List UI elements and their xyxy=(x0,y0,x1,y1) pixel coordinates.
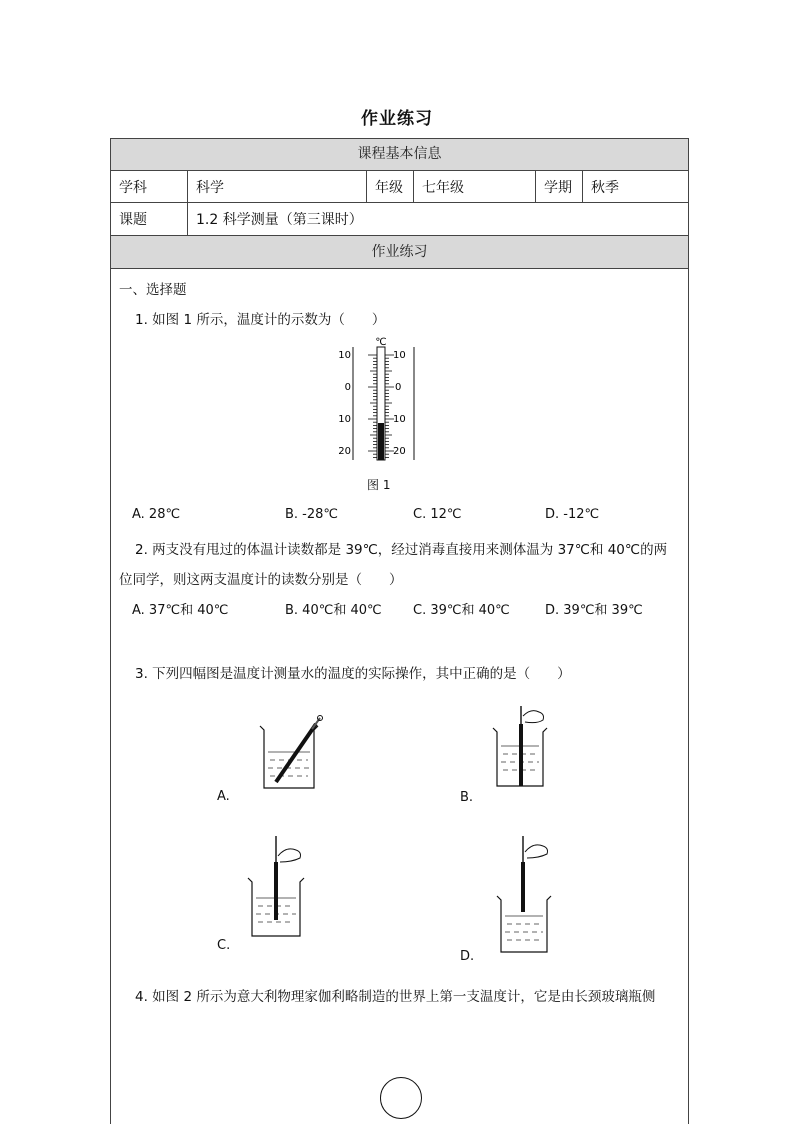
tick-right-neg10: 10 xyxy=(393,414,406,425)
grade-label: 年级 xyxy=(367,171,414,202)
beaker-a-label: A. xyxy=(217,789,230,804)
exercise-header: 作业练习 xyxy=(111,236,688,269)
page-title: 作业练习 xyxy=(361,109,433,129)
beaker-b-label: B. xyxy=(460,790,474,805)
question-2-line-1: 2. 两支没有甩过的体温计读数都是 39℃，经过消毒直接用来测体温为 37℃和 40℃的两 xyxy=(135,542,668,558)
course-info-header: 课程基本信息 xyxy=(111,139,688,171)
tick-left-0: 0 xyxy=(344,382,351,393)
topic-row xyxy=(111,203,688,236)
q2-option-d: D. 39℃和 39℃ xyxy=(545,603,643,618)
q1-option-a: A. 28℃ xyxy=(132,507,181,522)
q1-option-d: D. -12℃ xyxy=(545,507,600,522)
beaker-c-label: C. xyxy=(217,938,231,953)
topic-value: 1.2 科学测量（第三课时） xyxy=(196,212,363,228)
tick-left-neg10: 10 xyxy=(338,414,351,425)
beaker-d-label: D. xyxy=(460,949,475,964)
tick-right-10: 10 xyxy=(393,350,406,361)
tick-right-neg20: 20 xyxy=(393,446,406,457)
tick-right-0: 0 xyxy=(395,382,402,393)
section-heading: 一、选择题 xyxy=(119,282,187,298)
worksheet-table xyxy=(110,138,689,1124)
question-1-text: 1. 如图 1 所示，温度计的示数为（ ） xyxy=(135,312,386,328)
tick-left-10: 10 xyxy=(338,350,351,361)
subject-value: 科学 xyxy=(188,171,367,202)
tick-left-neg20: 20 xyxy=(338,446,351,457)
subject-label: 学科 xyxy=(111,171,188,202)
question-3-text: 3. 下列四幅图是温度计测量水的温度的实际操作，其中正确的是（ ） xyxy=(135,666,571,682)
beaker-d-figure xyxy=(495,832,565,957)
mercury-column xyxy=(378,423,384,460)
beaker-a-figure xyxy=(256,714,326,794)
topic-label: 课题 xyxy=(111,203,188,235)
question-2-line-2: 位同学，则这两支温度计的读数分别是（ ） xyxy=(119,572,403,588)
grade-value: 七年级 xyxy=(414,171,536,202)
beaker-c-figure xyxy=(246,832,316,942)
term-label: 学期 xyxy=(536,171,583,202)
unit-label: ℃ xyxy=(375,337,387,348)
beaker-b-figure xyxy=(491,702,561,792)
q2-option-a: A. 37℃和 40℃ xyxy=(132,603,229,618)
page-number-circle xyxy=(380,1077,422,1119)
thermometer-figure xyxy=(338,335,423,463)
figure-1-caption: 图 1 xyxy=(367,478,391,492)
q1-option-b: B. -28℃ xyxy=(285,507,339,522)
question-4-text: 4. 如图 2 所示为意大利物理家伽利略制造的世界上第一支温度计，它是由长颈玻璃瓶侧 xyxy=(135,989,656,1005)
term-value: 秋季 xyxy=(591,179,619,196)
q1-option-c: C. 12℃ xyxy=(413,507,462,522)
q2-option-c: C. 39℃和 40℃ xyxy=(413,603,510,618)
q2-option-b: B. 40℃和 40℃ xyxy=(285,603,382,618)
info-row xyxy=(111,171,688,203)
